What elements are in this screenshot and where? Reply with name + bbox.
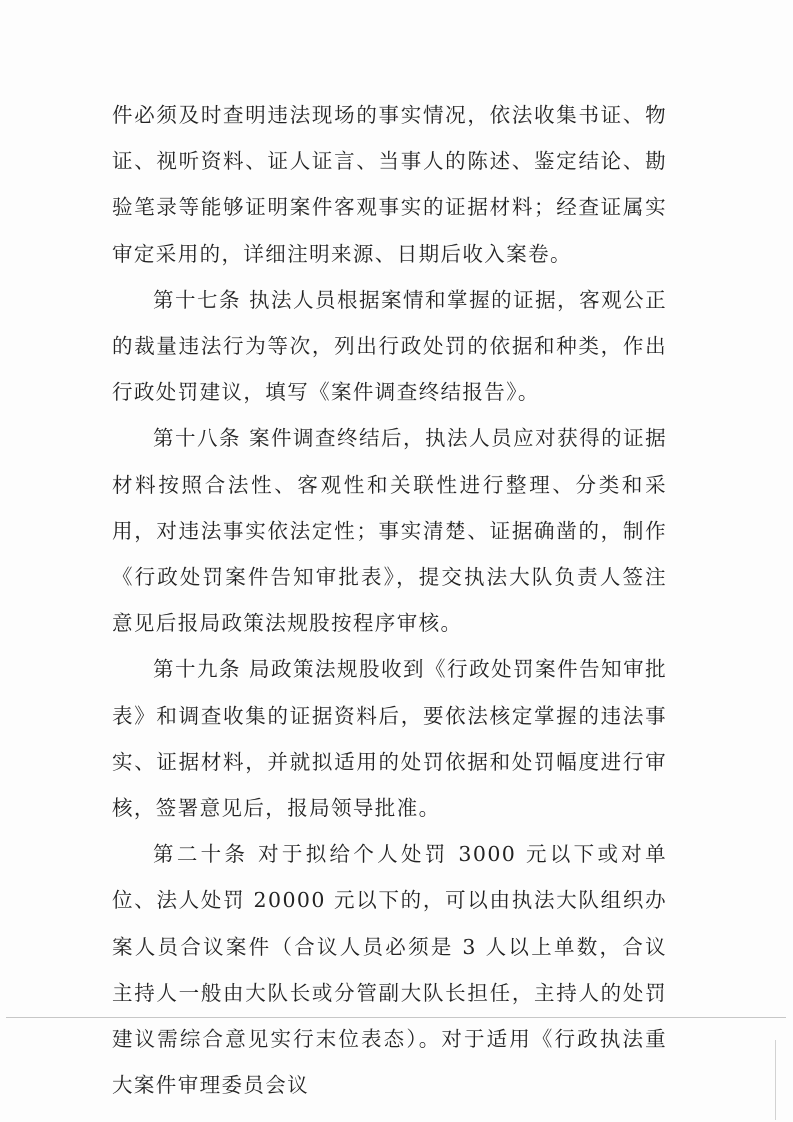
paragraph-article-18: 第十八条 案件调查终结后，执法人员应对获得的证据材料按照合法性、客观性和关联性进行整理、分类和采用，对违法事实依法定性；事实清楚、证据确凿的，制作《行政处罚案件告知审批表》，提交执法大队负责人签注意见后报局政策法规股按程序审核。 xyxy=(112,426,667,636)
document-body xyxy=(112,92,667,1108)
scan-fold-line xyxy=(6,1017,786,1018)
paragraph-article-19: 第十九条 局政策法规股收到《行政处罚案件告知审批表》和调查收集的证据资料后，要依法核定掌握的违法事实、证据材料，并就拟适用的处罚依据和处罚幅度进行审核，签署意见后，报局领导批准。 xyxy=(112,657,667,821)
paragraph-article-17: 第十七条 执法人员根据案情和掌握的证据，客观公正的裁量违法行为等次，列出行政处罚的依据和种类，作出行政处罚建议，填写《案件调查终结报告》。 xyxy=(112,287,667,405)
paragraph-article-20: 第二十条 对于拟给个人处罚 3000 元以下或对单位、法人处罚 20000 元以下的，可以由执法大队组织办案人员合议案件（合议人员必须是 3 人以上单数，合议主持人一般由大队长或分管副大队长担任，主持人的处罚建议需综合意见实行末位表态）。对于适用《行政执法重大案件审理委员会议 xyxy=(112,842,667,1098)
scan-edge-mark xyxy=(775,1040,776,1120)
paragraph-continuation: 件必须及时查明违法现场的事实情况，依法收集书证、物证、视听资料、证人证言、当事人的陈述、鉴定结论、勘验笔录等能够证明案件客观事实的证据材料；经查证属实审定采用的，详细注明来源、日期后收入案卷。 xyxy=(112,103,667,266)
